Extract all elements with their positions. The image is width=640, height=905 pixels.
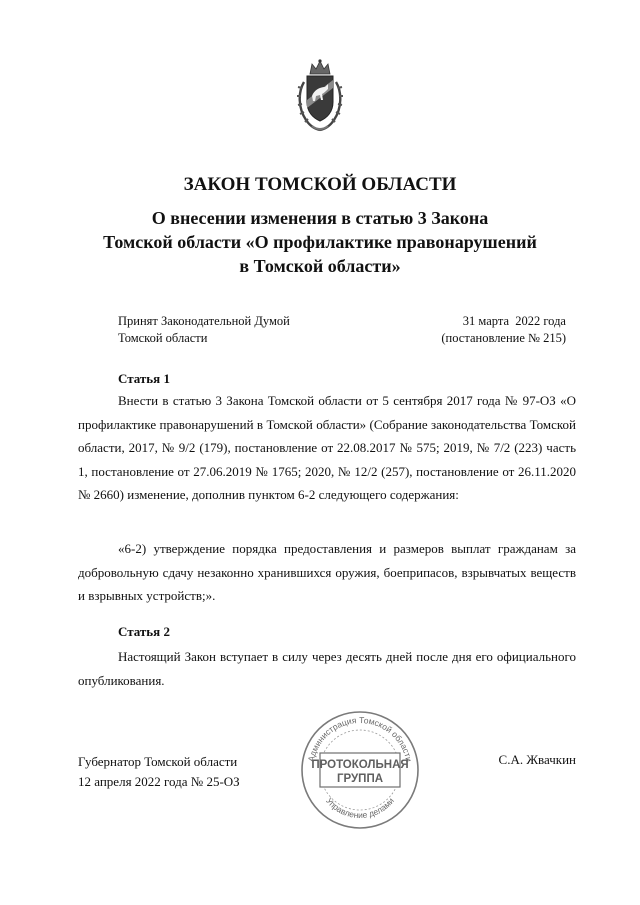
subtitle-line: О внесении изменения в статью 3 Закона <box>151 208 489 228</box>
stamp-center-line-1: ПРОТОКОЛЬНАЯ <box>311 759 409 771</box>
law-subtitle <box>0 206 640 278</box>
law-date-number: 12 апреля 2022 года № 25-ОЗ <box>78 774 240 789</box>
official-stamp <box>299 709 421 831</box>
signatory-position: Губернатор Томской области <box>78 754 238 769</box>
signatory-name: С.А. Жвачкин <box>498 752 576 767</box>
adopted-by <box>118 313 290 347</box>
adopted-by-line: Томской области <box>118 331 208 345</box>
subtitle-line: Томской области «О профилактике правонарушений <box>103 232 537 252</box>
law-title: ЗАКОН ТОМСКОЙ ОБЛАСТИ <box>183 174 457 195</box>
article-1-paragraph-1: Внести в статью 3 Закона Томской области от 5 сентября 2017 года № 97-ОЗ «О профилактике правонарушений в Томской области» (Собрание законодательства Томской области, 2017, № 9/2 (179), постановление от 22.08.2017 № 575; 2019, № 7/2 (223) часть 1, постановление от 27.06.2019 № 1765; 2020, № 12/2 (257), постановление от 26.11.2020 № 2660) изменение, дополнив пунктом 6-2 следующего содержания: <box>78 393 576 503</box>
adoption-date-line: 31 марта 2022 года <box>462 314 566 328</box>
adoption-resolution-line: (постановление № 215) <box>441 331 566 345</box>
stamp-ring-bottom: Управление делами <box>324 795 396 821</box>
stamp-center-line-2: ГРУППА <box>336 773 384 785</box>
subtitle-line: в Томской области» <box>239 256 401 276</box>
signature-block <box>78 752 240 792</box>
article-2-paragraph: Настоящий Закон вступает в силу через десять дней после дня его официального опубликования. <box>78 649 576 688</box>
tomsk-coat-of-arms-icon <box>290 56 350 134</box>
adopted-by-line: Принят Законодательной Думой <box>118 314 290 328</box>
article-1-heading: Статья 1 <box>118 371 170 386</box>
article-1-paragraph-2: «6-2) утверждение порядка предоставления и размеров выплат гражданам за добровольную сдачу незаконно хранившихся оружия, боеприпасов, взрывчатых веществ и взрывных устройств;». <box>78 541 576 604</box>
stamp-ring-top: Администрация Томской области <box>305 714 415 763</box>
adoption-date <box>441 313 566 347</box>
article-2-heading: Статья 2 <box>118 624 170 639</box>
